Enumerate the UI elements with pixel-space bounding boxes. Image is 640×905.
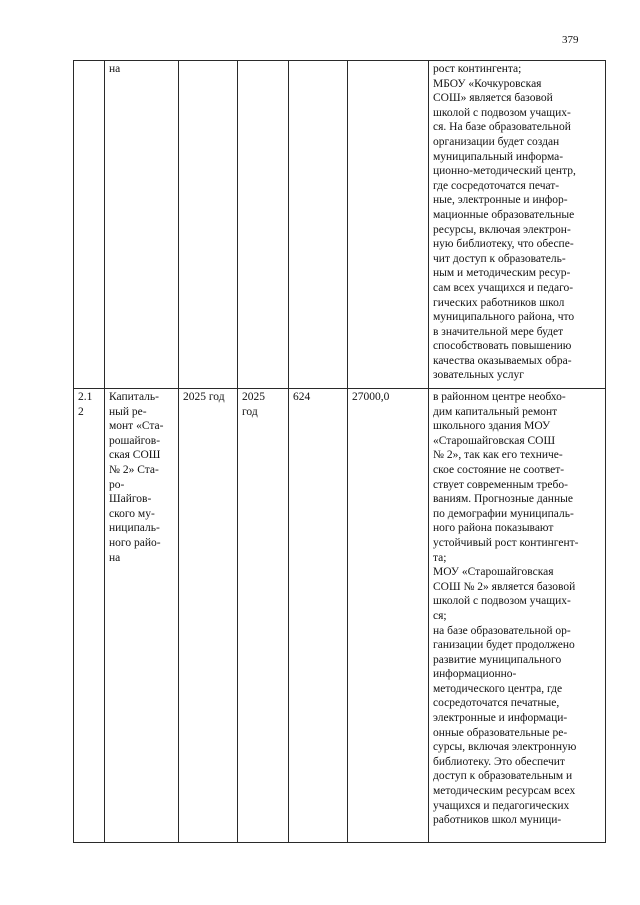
text-line: развитие муниципального bbox=[433, 653, 562, 666]
text-line: муниципального района, что bbox=[433, 311, 575, 324]
text-line: онные образовательные ре- bbox=[433, 726, 568, 739]
text-line: на базе образовательной ор- bbox=[433, 624, 571, 637]
text-line: МБОУ «Кочкуровская bbox=[433, 77, 542, 90]
text-line: информационно- bbox=[433, 668, 517, 681]
text-line: методического центра, где bbox=[433, 682, 563, 695]
text-line: ного района показывают bbox=[433, 522, 554, 535]
text-line: школьного здания МОУ bbox=[433, 420, 551, 433]
text-line: мационные образовательные bbox=[433, 208, 575, 221]
text-line: на bbox=[109, 63, 121, 75]
text-line: ского му- bbox=[109, 507, 155, 520]
text-line: чит доступ к образователь- bbox=[433, 252, 566, 265]
page-number: 379 bbox=[562, 34, 579, 46]
text-line: «Старошайговская СОШ bbox=[433, 434, 556, 447]
text-line: методическим ресурсам всех bbox=[433, 785, 576, 798]
text-line: ные, электронные и инфор- bbox=[433, 194, 568, 207]
text-line: где сосредоточатся печат- bbox=[433, 179, 560, 192]
text-line: доступ к образовательным и bbox=[433, 770, 573, 783]
text-line: № 2», так как его техниче- bbox=[433, 449, 563, 462]
text-line: библиотеку. Это обеспечит bbox=[433, 755, 565, 768]
cell-project-name bbox=[105, 61, 179, 389]
cell-number bbox=[74, 389, 105, 843]
text-line: гических работников школ bbox=[433, 296, 565, 309]
text-line: сосредоточатся печатные, bbox=[433, 697, 560, 710]
text-line: ным и методическим ресур- bbox=[433, 267, 571, 280]
cell-end-year bbox=[238, 389, 289, 843]
text-line: та; bbox=[433, 551, 447, 564]
text-line: ционно-методический центр, bbox=[433, 165, 576, 178]
text-line: устойчивый рост контингент- bbox=[433, 536, 579, 549]
text-line: ро- bbox=[109, 478, 125, 491]
text-line: СОШ» является базовой bbox=[433, 92, 553, 105]
project-table bbox=[73, 60, 606, 843]
text-line: в значительной мере будет bbox=[433, 325, 564, 338]
text-line: МОУ «Старошайговская bbox=[433, 566, 554, 579]
cell-number bbox=[74, 61, 105, 389]
text-line: организации будет создан bbox=[433, 135, 560, 148]
text-line: 2025 bbox=[242, 391, 265, 403]
cell-justification bbox=[429, 389, 606, 843]
cell-end-year bbox=[238, 61, 289, 389]
text-line: СОШ № 2» является базовой bbox=[433, 580, 576, 593]
text-line: ствует современным требо- bbox=[433, 478, 568, 491]
text-line: рошайгов- bbox=[109, 434, 161, 447]
text-line: зовательных услуг bbox=[433, 369, 524, 382]
text-line: монт «Ста- bbox=[109, 420, 164, 433]
text-line: школой с подвозом учащих- bbox=[433, 106, 571, 119]
text-line: качества оказываемых обра- bbox=[433, 354, 572, 367]
text-line: по демографии муниципаль- bbox=[433, 507, 574, 520]
cell-cost bbox=[348, 61, 429, 389]
text-line: ся. На базе образовательной bbox=[433, 121, 571, 134]
text-line: учащихся и педагогических bbox=[433, 799, 570, 812]
text-line: сам всех учащихся и педаго- bbox=[433, 281, 574, 294]
text-line: Шайгов- bbox=[109, 493, 152, 506]
cell-project-name bbox=[105, 389, 179, 843]
text-line: ское состояние не соответ- bbox=[433, 463, 565, 476]
text-line: № 2» Ста- bbox=[109, 463, 159, 476]
text-line: способствовать повышению bbox=[433, 340, 572, 353]
text-line: в районном центре необхо- bbox=[433, 391, 566, 403]
table-row bbox=[74, 61, 606, 389]
text-line: 2 bbox=[78, 405, 84, 418]
text-line: ную библиотеку, что обеспе- bbox=[433, 238, 574, 251]
text-line: Капиталь- bbox=[109, 391, 159, 403]
text-line: ниципаль- bbox=[109, 522, 160, 535]
text-line: ганизации будет продолжено bbox=[433, 639, 575, 652]
text-line: дим капитальный ремонт bbox=[433, 405, 558, 418]
text-line: 2.1 bbox=[78, 391, 93, 403]
text-line: ся; bbox=[433, 609, 447, 622]
text-line: ного райо- bbox=[109, 536, 161, 549]
text-line: ный ре- bbox=[109, 405, 147, 418]
cell-capacity: 624 bbox=[289, 389, 348, 843]
cell-capacity bbox=[289, 61, 348, 389]
text-line: школой с подвозом учащих- bbox=[433, 595, 571, 608]
cell-start-year bbox=[179, 61, 238, 389]
text-line: 2025 год bbox=[183, 391, 225, 403]
text-line: электронные и информаци- bbox=[433, 712, 568, 725]
cell-justification bbox=[429, 61, 606, 389]
cell-start-year bbox=[179, 389, 238, 843]
text-line: на bbox=[109, 551, 121, 564]
cell-cost: 27000,0 bbox=[348, 389, 429, 843]
text-line: ваниям. Прогнозные данные bbox=[433, 493, 573, 506]
text-line: год bbox=[242, 405, 258, 418]
text-line: сурсы, включая электронную bbox=[433, 741, 577, 754]
text-line: работников школ муници- bbox=[433, 814, 562, 827]
text-line: рост контингента; bbox=[433, 63, 522, 75]
text-line: ская СОШ bbox=[109, 449, 161, 462]
table-row bbox=[74, 389, 606, 843]
text-line: муниципальный информа- bbox=[433, 150, 564, 163]
text-line: ресурсы, включая электрон- bbox=[433, 223, 571, 236]
